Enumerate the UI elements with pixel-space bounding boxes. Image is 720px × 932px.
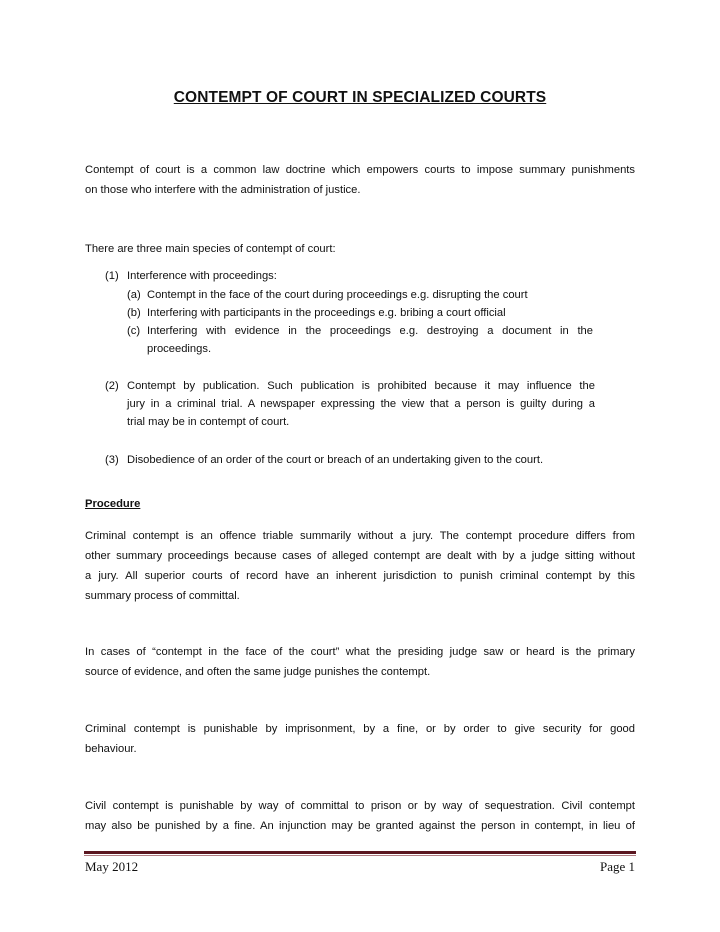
procedure-paragraph-4 <box>85 796 635 836</box>
list-subitem-b <box>127 304 593 322</box>
procedure-p1-line-4: summary process of committal. <box>85 590 240 602</box>
list-subitem-a <box>127 286 593 304</box>
intro-line-1: Contempt of court is a common law doctrine which empowers courts to impose summary punishments <box>85 164 635 176</box>
species-intro: There are three main species of contempt of court: <box>85 243 336 255</box>
list-item-3-number: (3) <box>105 454 119 466</box>
list-item-3-text: Disobedience of an order of the court or breach of an undertaking given to the court. <box>127 454 544 466</box>
procedure-p4-line-2: may also be punished by a fine. An injunction may be granted against the person in contempt, in lieu of <box>85 820 635 832</box>
procedure-p1-line-1: Criminal contempt is an offence triable summarily without a jury. The contempt procedure differs from <box>85 530 635 542</box>
list-item-2-line-3: trial may be in contempt of court. <box>127 416 290 428</box>
list-item-2-line-1: Contempt by publication. Such publication is prohibited because it may influence the <box>127 380 595 392</box>
list-item-2-text <box>127 377 595 431</box>
procedure-paragraph-3 <box>85 719 635 759</box>
procedure-paragraph-1 <box>85 526 635 606</box>
intro-line-2: on those who interfere with the administration of justice. <box>85 184 361 196</box>
list-subitem-c <box>127 322 593 358</box>
list-item-1 <box>105 267 595 285</box>
procedure-p1-line-2: other summary proceedings because cases of alleged contempt are dealt with by a judge sitting without <box>85 550 635 562</box>
list-subitem-c-line-2: proceedings. <box>147 343 212 355</box>
list-subitem-b-text: Interfering with participants in the proceedings e.g. bribing a court official <box>147 307 506 319</box>
list-item-1-text: Interference with proceedings: <box>127 270 277 282</box>
procedure-p3-line-1: Criminal contempt is punishable by imprisonment, by a fine, or by order to give security for good <box>85 723 635 735</box>
document-title: CONTEMPT OF COURT IN SPECIALIZED COURTS <box>173 89 547 106</box>
footer-date: May 2012 <box>85 859 139 874</box>
intro-paragraph <box>85 160 635 200</box>
procedure-p4-line-1: Civil contempt is punishable by way of committal to prison or by way of sequestration. Civil contempt <box>85 800 635 812</box>
list-subitem-a-text: Contempt in the face of the court during proceedings e.g. disrupting the court <box>147 289 528 301</box>
footer-page-number: Page 1 <box>599 859 635 874</box>
list-item-2-number: (2) <box>105 380 119 392</box>
list-item-3 <box>105 451 595 469</box>
list-subitem-a-number: (a) <box>127 289 141 301</box>
procedure-heading: Procedure <box>85 498 141 510</box>
procedure-p1-line-3: a jury. All superior courts of record have an inherent jurisdiction to punish criminal contempt by this <box>85 570 635 582</box>
list-item-2-line-2: jury in a criminal trial. A newspaper expressing the view that a person is guilty during a <box>127 398 595 410</box>
list-subitem-b-number: (b) <box>127 307 141 319</box>
procedure-p2-line-2: source of evidence, and often the same judge punishes the contempt. <box>85 666 431 678</box>
procedure-p2-line-1: In cases of “contempt in the face of the court” what the presiding judge saw or heard is the primary <box>85 646 635 658</box>
list-subitem-c-number: (c) <box>127 325 141 337</box>
list-subitem-c-line-1: Interfering with evidence in the proceedings e.g. destroying a document in the <box>147 325 593 337</box>
list-subitem-c-text <box>147 322 593 358</box>
footer-rule-thin <box>84 855 636 856</box>
footer-rule <box>84 851 636 854</box>
procedure-p3-line-2: behaviour. <box>85 743 137 755</box>
list-item-1-number: (1) <box>105 270 119 282</box>
procedure-paragraph-2 <box>85 642 635 682</box>
list-item-2 <box>105 377 595 431</box>
